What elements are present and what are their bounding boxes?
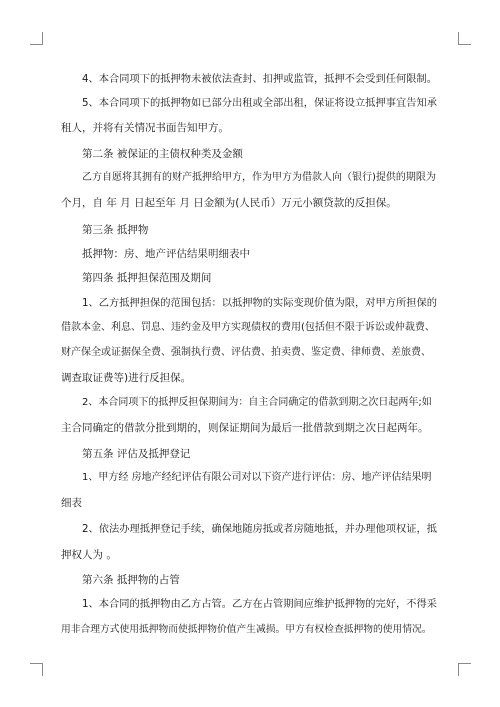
section-heading: 第五条 评估及抵押登记 [82,448,191,460]
paragraph-line: 2、本合同项下的抵押反担保期间为：自主合同确定的借款到期之次日起两年;如 [82,397,432,408]
crop-mark-bottom-right [458,663,471,676]
paragraph-line: 用非合理方式使用抵押物而使抵押物价值产生减损。甲方有权检查抵押物的使用情况。 [61,624,432,635]
section-heading: 第二条 被保证的主债权种类及金额 [82,148,243,160]
paragraph-line: 押权人为 。 [61,549,117,561]
paragraph-line: 1、本合同的抵押物由乙方占管。乙方在占管期间应维护抵押物的完好，不得采 [82,598,438,610]
paragraph-line: 借款本金、利息、罚息、违约金及甲方实现债权的费用(包括但不限于诉讼或仲裁费、 [61,322,435,333]
paragraph-line: 1、乙方抵押担保的范围包括：以抵押物的实际变现价值为限，对甲方所担保的 [82,297,438,309]
paragraph-line: 4、本合同项下的抵押物未被依法查封、扣押或监管，抵押不会受到任何限制。 [82,73,438,85]
paragraph-line: 2、依法办理抵押登记手续，确保地随房抵或者房随地抵，并办理他项权证，抵 [82,523,438,535]
crop-mark-top-left [30,32,43,45]
crop-mark-bottom-left [30,663,43,676]
paragraph-line: 调查取证费等)进行反担保。 [61,372,192,384]
paragraph-line: 5、本合同项下的抵押物如已部分出租或全部出租，保证将设立抵押事宜告知承 [82,97,438,109]
section-heading: 第四条 抵押担保范围及期间 [82,272,212,284]
paragraph-line: 抵押物：房、地产评估结果明细表中 [82,248,250,260]
paragraph-line: 细表 [61,497,82,509]
paragraph-line: 租人，并将有关情况书面告知甲方。 [61,122,229,134]
crop-mark-top-right [458,32,471,45]
paragraph-line: 个月，自 年 月 日起至年 月 日金额为(人民币）万元小额贷款的反担保。 [61,197,397,209]
paragraph-line: 主合同确定的借款分批到期的，则保证期间为最后一批借款到期之次日起两年。 [61,422,429,434]
paragraph-line: 财产保全或证据保全费、强制执行费、评估费、拍卖费、鉴定费、律师费、差旅费、 [61,347,431,358]
paragraph-line: 乙方自愿将其拥有的财产抵押给甲方，作为甲方为借款人向（银行)提供的期限为 [82,172,436,183]
paragraph-line: 1、甲方经 房地产经纪评估有限公司对以下资产进行评估：房、地产评估结果明 [82,472,432,483]
section-heading: 第三条 抵押物 [82,224,149,236]
section-heading: 第六条 抵押物的占管 [82,574,180,586]
